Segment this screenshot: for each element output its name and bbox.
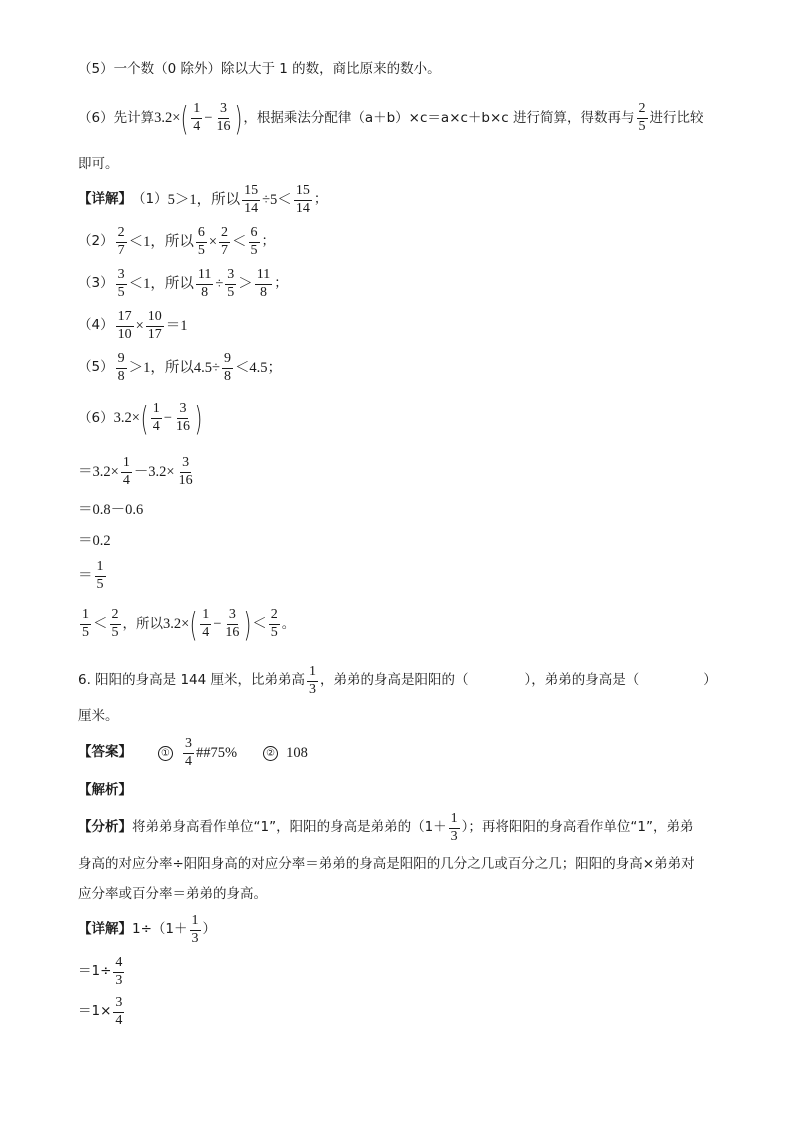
fraction — [146, 310, 164, 342]
detail-text: 4.5÷ — [193, 359, 220, 376]
fraction-numerator: 2 — [110, 608, 121, 625]
xiangjie-label: 【详解】 — [78, 921, 132, 938]
fraction — [249, 226, 260, 258]
fraction-denominator: 5 — [270, 625, 278, 640]
fraction-denominator: 16 — [178, 472, 193, 488]
fraction — [200, 608, 211, 640]
conclusion-text: 3.2× — [163, 616, 190, 633]
item-number: （4） — [78, 317, 114, 334]
fraction-numerator: 1 — [151, 402, 162, 419]
fraction — [196, 268, 213, 300]
line-conclusion: $\frac{1}{5}$ ＜ $\frac{2}{5}$ ，所以 3.2× ( $\frac{1}{4}$ − $\frac{3}{16}$ ) ＜ $\frac{2}{5}$ 。 — [82, 605, 296, 644]
fraction-denominator: 5 — [227, 284, 235, 300]
line-step-1 — [78, 456, 197, 488]
fraction — [116, 352, 127, 384]
fraction — [222, 352, 233, 384]
paren-right: ) — [235, 99, 243, 138]
fraction-numerator: 1 — [121, 456, 132, 473]
step-text: －3.2× — [133, 463, 175, 480]
fraction-numerator: 10 — [146, 310, 164, 327]
line-xiangjie-3 — [78, 996, 126, 1028]
fraction — [183, 737, 194, 769]
detail-text: ； — [261, 233, 276, 250]
fraction — [242, 184, 260, 216]
fraction-denominator: 5 — [117, 284, 125, 300]
conclusion-text: ＜ — [252, 616, 267, 633]
item-number: （3） — [78, 275, 114, 292]
detail-label: 【详解】 — [78, 191, 132, 208]
answer-marker-2: ② — [263, 746, 278, 761]
answer-2-value: 108 — [286, 744, 308, 761]
fraction-numerator: 3 — [177, 402, 188, 419]
fraction-numerator: 3 — [227, 608, 238, 625]
fraction-numerator: 3 — [180, 456, 191, 473]
fraction-denominator: 4 — [115, 1012, 123, 1028]
fraction-denominator: 8 — [260, 284, 268, 300]
item-number: （2） — [78, 233, 114, 250]
conclusion-text: ＜ — [93, 616, 108, 633]
answer-1-alt: ##75% — [196, 744, 238, 761]
fraction-denominator: 16 — [175, 419, 190, 434]
detail-text: ＜1，所以 — [128, 275, 194, 292]
question-text: ） — [703, 672, 717, 689]
fraction-numerator: 1 — [95, 560, 106, 577]
line-fenxi-3 — [78, 888, 267, 902]
line-fenxi-2 — [78, 858, 695, 872]
fraction — [80, 608, 91, 640]
fraction-denominator: 5 — [638, 119, 646, 134]
step-text: ＝0.8－0.6 — [78, 502, 144, 518]
fraction — [121, 456, 132, 488]
fraction — [116, 310, 134, 342]
hint-6-text: ，根据乘法分配律（a＋b）×c＝a×c＋b×c 进行简算，得数再与 — [243, 109, 635, 126]
fraction-numerator: 11 — [196, 268, 213, 285]
line-step-3 — [78, 534, 111, 549]
fraction-numerator: 9 — [116, 352, 127, 369]
fraction — [113, 956, 124, 988]
fraction-numerator: 3 — [116, 268, 127, 285]
fraction — [269, 608, 280, 640]
fraction-denominator: 5 — [197, 242, 205, 258]
hint-end-text: 即可。 — [78, 156, 119, 172]
item-number: （6） — [78, 409, 114, 426]
fraction-denominator: 8 — [201, 284, 209, 300]
step-text: ＝3.2× — [78, 463, 119, 480]
detail-text: ； — [274, 275, 288, 292]
fraction — [151, 402, 162, 434]
fraction-numerator: 2 — [116, 226, 127, 243]
fraction — [110, 608, 121, 640]
fraction-numerator: 15 — [242, 184, 260, 201]
fraction-numerator: 3 — [218, 102, 229, 119]
line-detail-2 — [78, 226, 275, 258]
line-step-2 — [78, 503, 143, 518]
paren-right: ) — [194, 399, 203, 438]
line-xiangjie-1 — [78, 914, 216, 946]
fraction-numerator: 2 — [269, 608, 280, 625]
fraction — [449, 812, 460, 844]
line-detail-3 — [78, 268, 288, 300]
fraction-denominator: 3 — [309, 681, 317, 697]
fraction-numerator: 1 — [307, 665, 318, 682]
line-hint-6: （6）先计算 3.2× ( $\frac{1}{4}$ − $\frac{3}{16}$ ) ，根据乘法分配律（a＋b）×c＝a×c＋b×c 进行简算，得数再与 $\frac{2}{5}$ 进行比较 — [78, 99, 704, 138]
line-detail-1 — [78, 184, 327, 216]
line-answer — [78, 737, 308, 769]
fraction-denominator: 14 — [295, 200, 310, 216]
fraction — [214, 102, 232, 134]
fraction-denominator: 16 — [225, 625, 240, 640]
fraction-denominator: 8 — [223, 368, 231, 384]
fenxi-text: 将弟弟身高看作单位“1”，阳阳的身高是弟弟的（1＋ — [132, 819, 447, 836]
paren-left: ( — [189, 605, 198, 644]
xiangjie-text: ＝1× — [78, 1003, 112, 1020]
detail-text: × — [135, 317, 144, 334]
detail-text: ； — [313, 191, 328, 208]
fraction-numerator: 3 — [183, 737, 194, 754]
fraction-denominator: 7 — [221, 242, 229, 258]
line-xiangjie-2 — [78, 956, 126, 988]
fraction-numerator: 2 — [219, 226, 230, 243]
fraction-denominator: 5 — [111, 625, 119, 640]
fraction — [190, 914, 201, 946]
conclusion-text: ，所以 — [122, 615, 163, 632]
fraction-numerator: 1 — [449, 812, 460, 829]
fraction — [191, 102, 202, 134]
fraction-numerator: 4 — [113, 956, 124, 973]
answer-marker-1: ① — [158, 746, 173, 761]
fraction-denominator: 4 — [152, 419, 160, 434]
detail-text: ÷ — [215, 275, 224, 292]
line-step-4 — [78, 560, 108, 592]
question-text: ，弟弟的身高是阳阳的（ — [320, 672, 469, 689]
item-number: （5） — [78, 359, 114, 376]
paren-right: ) — [243, 605, 252, 644]
fraction — [116, 268, 127, 300]
detail-text: ＜1，所以 — [128, 233, 194, 250]
fenxi-text: 应分率或百分率＝弟弟的身高。 — [78, 886, 267, 902]
fraction-numerator: 2 — [637, 102, 648, 119]
fraction — [255, 268, 272, 300]
line-fenxi-1 — [78, 812, 694, 844]
hint-6-suffix: 进行比较 — [649, 109, 704, 126]
fraction-denominator: 3 — [115, 972, 123, 988]
step-text: ＝0.2 — [78, 533, 111, 549]
fraction-numerator: 9 — [222, 352, 233, 369]
fraction-numerator: 3 — [113, 996, 124, 1013]
fraction-numerator: 1 — [190, 914, 201, 931]
fraction-denominator: 5 — [96, 576, 104, 592]
xiangjie-text: ） — [202, 921, 216, 938]
hint-6-expr: 3.2× — [154, 110, 181, 127]
detail-text: ＜4.5； — [234, 359, 283, 376]
fraction-denominator: 17 — [147, 326, 162, 342]
fraction-denominator: 5 — [82, 625, 89, 640]
fraction — [177, 456, 195, 488]
fenxi-text: 身高的对应分率÷阳阳身高的对应分率＝弟弟的身高是阳阳的几分之几或百分之几；阳阳的身高×弟弟对 — [78, 856, 695, 872]
question-text: 6. 阳阳的身高是 144 厘米，比弟弟高 — [78, 672, 306, 689]
fraction-denominator: 4 — [202, 625, 210, 640]
detail-text: ＜ — [232, 233, 247, 250]
line-question-6 — [78, 665, 717, 697]
fraction-numerator: 6 — [196, 226, 207, 243]
conclusion-text: 。 — [281, 615, 296, 632]
fraction-denominator: 10 — [117, 326, 132, 342]
answer-label: 【答案】 — [78, 744, 132, 761]
hint-5-text: （5）一个数（0 除外）除以大于 1 的数，商比原来的数小。 — [78, 61, 441, 77]
fraction-denominator: 14 — [244, 200, 259, 216]
item-number: （1） — [132, 191, 168, 208]
detail-text: ＞ — [238, 275, 253, 292]
hint-6-prefix: （6）先计算 — [78, 109, 155, 126]
detail-text: ＞1，所以 — [128, 359, 194, 376]
fraction — [196, 226, 207, 258]
line-detail-5 — [78, 352, 282, 384]
fraction-numerator: 17 — [116, 310, 134, 327]
fraction-numerator: 1 — [200, 608, 211, 625]
fraction-numerator: 3 — [225, 268, 236, 285]
fraction-numerator: 1 — [191, 102, 202, 119]
detail-text: × — [208, 233, 218, 250]
detail-text: 5＞1，所以 — [167, 191, 241, 208]
line-detail-4 — [78, 310, 188, 342]
fraction — [225, 268, 236, 300]
detail-text: ÷5＜ — [262, 191, 292, 208]
line-hint-5 — [78, 63, 441, 77]
xiangjie-text: ＝1÷ — [78, 963, 112, 980]
fraction-denominator: 4 — [122, 472, 130, 488]
step-text: ＝ — [78, 567, 93, 584]
fraction — [113, 996, 124, 1028]
fraction-numerator: 1 — [80, 608, 91, 625]
fraction-denominator: 16 — [216, 119, 231, 134]
fraction — [294, 184, 312, 216]
fraction-numerator: 11 — [255, 268, 272, 285]
fraction — [219, 226, 230, 258]
fraction-denominator: 4 — [185, 753, 192, 769]
question-text: ），弟弟的身高是（ — [524, 672, 640, 689]
fraction — [174, 402, 192, 434]
fraction-denominator: 4 — [193, 119, 201, 134]
line-hint-end — [78, 158, 119, 172]
fraction — [116, 226, 127, 258]
detail-text: ＝1 — [165, 317, 188, 334]
paren-left: ( — [180, 99, 189, 138]
fraction-numerator: 15 — [294, 184, 312, 201]
analysis-label: 【解析】 — [78, 782, 132, 798]
fenxi-text: ）；再将阳阳的身高看作单位“1”，弟弟 — [461, 819, 694, 836]
line-question-6-end — [78, 710, 119, 724]
fraction-denominator: 7 — [117, 242, 125, 258]
fraction-numerator: 6 — [249, 226, 260, 243]
fraction-denominator: 8 — [117, 368, 125, 384]
line-analysis-label — [78, 784, 132, 798]
fenxi-label: 【分析】 — [78, 819, 132, 836]
fraction — [223, 608, 241, 640]
fraction-denominator: 3 — [450, 828, 458, 844]
line-detail-6: （6） 3.2× ( $\frac{1}{4}$ − $\frac{3}{16}$ ) — [78, 399, 203, 438]
paren-left: ( — [140, 399, 149, 438]
fraction-denominator: 5 — [250, 242, 258, 258]
fraction — [637, 102, 648, 134]
fraction-denominator: 3 — [191, 930, 199, 946]
detail-text: 3.2× — [113, 410, 140, 427]
question-text: 厘米。 — [78, 708, 119, 724]
fraction — [95, 560, 106, 592]
fraction — [307, 665, 318, 697]
xiangjie-text: 1÷（1＋ — [132, 921, 188, 938]
